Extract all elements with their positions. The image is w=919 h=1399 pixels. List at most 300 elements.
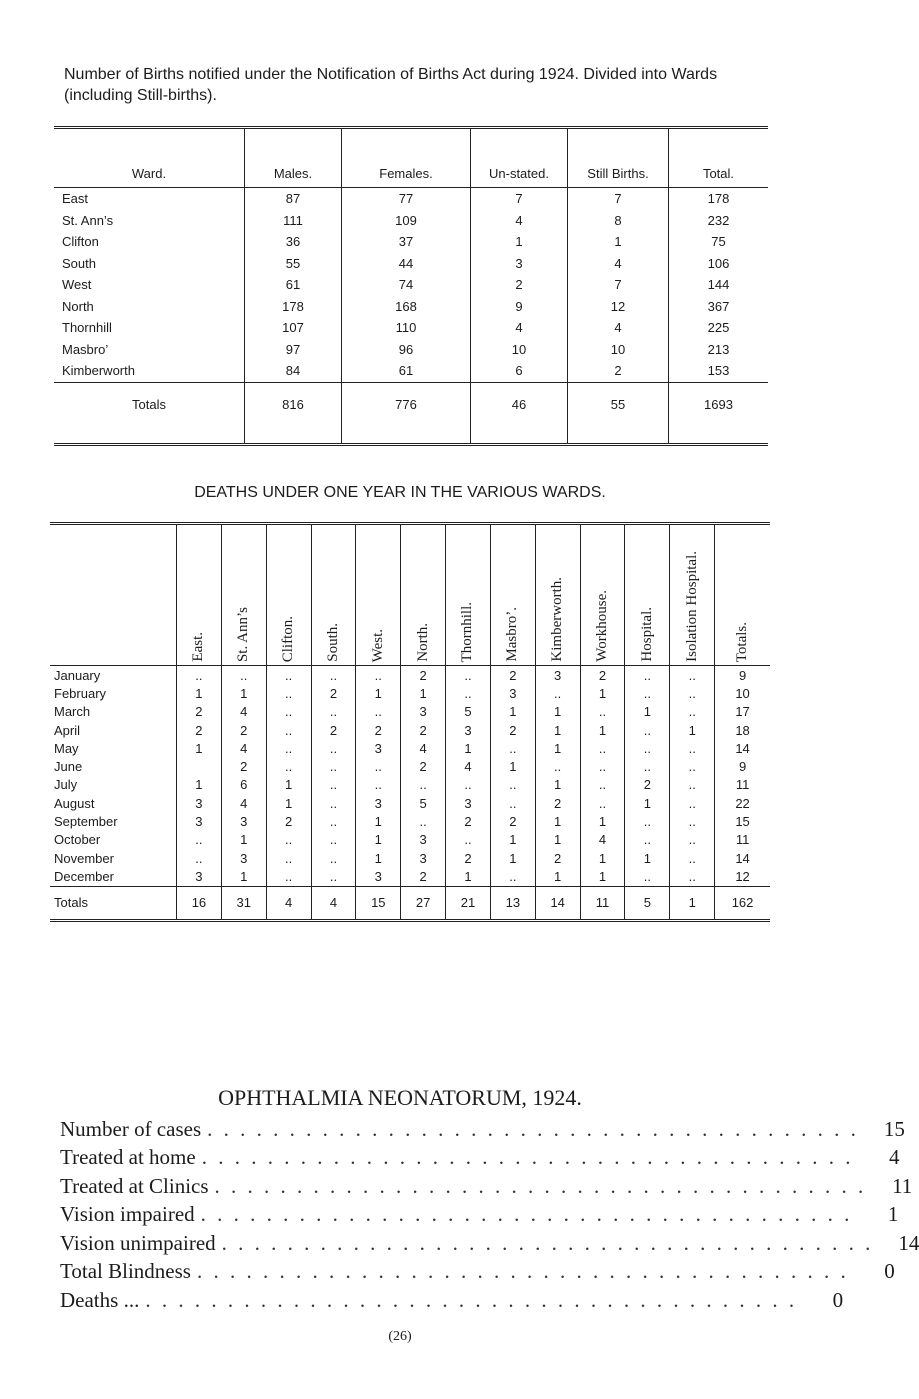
- deaths-month-label: November: [54, 850, 114, 866]
- deaths-cell: 3: [177, 812, 222, 830]
- births-row: [54, 231, 768, 253]
- births-cell: 111: [245, 210, 342, 232]
- deaths-cell: ..: [670, 776, 715, 794]
- births-header-row: [54, 128, 768, 188]
- deaths-cell: ..: [266, 831, 311, 849]
- births-header-unstated: Un-stated.: [471, 128, 568, 188]
- deaths-cell: 1: [356, 849, 401, 867]
- deaths-cell: 2: [311, 684, 356, 702]
- deaths-month-label: June: [54, 759, 83, 775]
- deaths-cell: 2: [266, 812, 311, 830]
- deaths-cell: ..: [177, 831, 222, 849]
- deaths-cell: ..: [311, 831, 356, 849]
- deaths-cell: 1: [580, 812, 625, 830]
- deaths-title: DEATHS UNDER ONE YEAR IN THE VARIOUS WARDS.: [194, 484, 606, 501]
- deaths-cell: 1: [535, 867, 580, 886]
- births-total-cell: 1693: [669, 382, 769, 444]
- deaths-cell: ..: [311, 757, 356, 775]
- births-cell: 7: [568, 274, 669, 296]
- deaths-cell: ..: [625, 684, 670, 702]
- deaths-header-col: [670, 524, 715, 666]
- deaths-cell: 3: [401, 703, 446, 721]
- deaths-header-label: St. Ann’s: [235, 606, 252, 662]
- deaths-cell: 2: [221, 757, 266, 775]
- deaths-cell: ..: [670, 794, 715, 812]
- ophthalmia-value: 14: [898, 1230, 919, 1255]
- deaths-cell: 17: [715, 703, 770, 721]
- births-total-cell: 46: [471, 382, 568, 444]
- leader-dots: . . . . . . . . . . . . . . . . . . . . . . . . . . . . . . . . . . . . . . . .: [196, 1259, 849, 1284]
- deaths-cell: 4: [221, 703, 266, 721]
- deaths-cell: ..: [670, 849, 715, 867]
- deaths-row: [50, 757, 770, 775]
- deaths-row: [50, 794, 770, 812]
- deaths-header-label: Totals.: [734, 621, 751, 662]
- deaths-cell: ..: [580, 776, 625, 794]
- births-totals-row: [54, 382, 768, 444]
- births-cell: 97: [245, 339, 342, 361]
- births-cell: 4: [471, 210, 568, 232]
- deaths-cell: 3: [221, 812, 266, 830]
- deaths-totals-row: [50, 886, 770, 920]
- births-header-males: Males.: [245, 128, 342, 188]
- deaths-body: [50, 666, 770, 921]
- deaths-total-cell: 15: [356, 886, 401, 920]
- deaths-cell: ..: [266, 849, 311, 867]
- deaths-cell: 1: [580, 721, 625, 739]
- deaths-cell: 18: [715, 721, 770, 739]
- deaths-cell: ..: [625, 666, 670, 685]
- ophthalmia-label: Vision impaired: [60, 1202, 195, 1227]
- page-number: (26): [388, 1329, 412, 1344]
- deaths-cell: ..: [221, 666, 266, 685]
- births-cell: 3: [471, 253, 568, 275]
- deaths-header-col: [401, 524, 446, 666]
- deaths-cell: ..: [625, 812, 670, 830]
- deaths-header-label: South.: [324, 623, 341, 662]
- deaths-header-row: [50, 524, 770, 666]
- births-cell: 109: [342, 210, 471, 232]
- deaths-cell: 1: [535, 739, 580, 757]
- deaths-cell: 1: [625, 794, 670, 812]
- deaths-row: [50, 776, 770, 794]
- births-total-cell: 776: [342, 382, 471, 444]
- deaths-cell: ..: [401, 776, 446, 794]
- deaths-cell: 4: [580, 831, 625, 849]
- deaths-total-cell: 13: [490, 886, 535, 920]
- deaths-cell: ..: [446, 831, 491, 849]
- births-cell: 7: [471, 188, 568, 210]
- leader-dots: . . . . . . . . . . . . . . . . . . . . . . . . . . . . . . . . . . . . . . . .: [201, 1145, 854, 1170]
- deaths-cell: 1: [535, 776, 580, 794]
- births-cell: 107: [245, 317, 342, 339]
- deaths-cell: ..: [311, 812, 356, 830]
- deaths-cell: 3: [356, 794, 401, 812]
- deaths-cell: ..: [401, 812, 446, 830]
- births-row: [54, 210, 768, 232]
- ophthalmia-value: 1: [887, 1202, 899, 1227]
- births-cell: 9: [471, 296, 568, 318]
- deaths-cell: 1: [446, 739, 491, 757]
- births-body: [54, 188, 768, 445]
- deaths-cell: 1: [177, 739, 222, 757]
- deaths-total-cell: 27: [401, 886, 446, 920]
- ophthalmia-row: [60, 1286, 844, 1315]
- deaths-cell: 1: [535, 703, 580, 721]
- deaths-cell: ..: [177, 666, 222, 685]
- deaths-cell: ..: [490, 794, 535, 812]
- ophthalmia-list: [60, 1115, 919, 1315]
- deaths-cell: ..: [490, 776, 535, 794]
- ophthalmia-value: 4: [888, 1145, 900, 1170]
- births-cell: 87: [245, 188, 342, 210]
- births-cell: 1: [568, 231, 669, 253]
- births-cell: 110: [342, 317, 471, 339]
- births-row: [54, 360, 768, 382]
- deaths-cell: ..: [670, 867, 715, 886]
- deaths-cell: 5: [401, 794, 446, 812]
- deaths-cell: 2: [446, 849, 491, 867]
- deaths-total-cell: 11: [580, 886, 625, 920]
- deaths-row: [50, 867, 770, 886]
- deaths-cell: 14: [715, 739, 770, 757]
- deaths-cell: 2: [401, 666, 446, 685]
- deaths-header-col: [446, 524, 491, 666]
- deaths-cell: 2: [177, 721, 222, 739]
- deaths-month-label: January: [54, 667, 101, 683]
- births-cell: 44: [342, 253, 471, 275]
- deaths-cell: ..: [177, 849, 222, 867]
- deaths-cell: ..: [266, 703, 311, 721]
- ophthalmia-row: [60, 1229, 919, 1258]
- births-cell: 10: [568, 339, 669, 361]
- deaths-cell: 3: [356, 739, 401, 757]
- deaths-cell: 3: [446, 794, 491, 812]
- leader-dots: . . . . . . . . . . . . . . . . . . . . . . . . . . . . . . . . . . . . . . . .: [200, 1202, 853, 1227]
- births-header-total: Total.: [669, 128, 769, 188]
- deaths-cell: ..: [311, 666, 356, 685]
- deaths-totals-label: Totals: [50, 886, 177, 920]
- deaths-header-label: Thornhill.: [459, 601, 476, 662]
- deaths-cell: 1: [221, 684, 266, 702]
- births-header-still-births: Still Births.: [568, 128, 669, 188]
- deaths-header-col: [221, 524, 266, 666]
- deaths-header-col: [715, 524, 770, 666]
- deaths-cell: 4: [221, 739, 266, 757]
- deaths-cell: 3: [221, 849, 266, 867]
- deaths-row: [50, 721, 770, 739]
- births-row: [54, 317, 768, 339]
- deaths-row: [50, 831, 770, 849]
- deaths-cell: 1: [266, 776, 311, 794]
- deaths-cell: ..: [446, 666, 491, 685]
- deaths-cell: ..: [670, 703, 715, 721]
- deaths-cell: 1: [266, 794, 311, 812]
- deaths-cell: 1: [580, 849, 625, 867]
- deaths-cell: 4: [401, 739, 446, 757]
- deaths-cell: 1: [356, 831, 401, 849]
- births-table: [54, 126, 768, 446]
- births-header-females: Females.: [342, 128, 471, 188]
- births-ward-name: Thornhill: [62, 320, 112, 336]
- deaths-cell: ..: [446, 684, 491, 702]
- deaths-cell: 1: [446, 867, 491, 886]
- deaths-cell: ..: [670, 757, 715, 775]
- deaths-month-label: May: [54, 740, 79, 756]
- deaths-cell: 6: [221, 776, 266, 794]
- deaths-cell: 2: [446, 812, 491, 830]
- births-cell: 61: [245, 274, 342, 296]
- deaths-cell: ..: [311, 849, 356, 867]
- deaths-cell: 1: [580, 867, 625, 886]
- deaths-total-cell: 162: [715, 886, 770, 920]
- deaths-row: [50, 812, 770, 830]
- births-total-cell: 816: [245, 382, 342, 444]
- ophthalmia-label: Treated at Clinics: [60, 1173, 209, 1198]
- deaths-cell: ..: [490, 867, 535, 886]
- deaths-cell: ..: [266, 757, 311, 775]
- deaths-cell: 2: [490, 812, 535, 830]
- deaths-cell: 1: [490, 849, 535, 867]
- deaths-cell: 3: [446, 721, 491, 739]
- deaths-header-month: [50, 524, 177, 666]
- births-ward-name: South: [62, 255, 96, 271]
- deaths-cell: 2: [535, 849, 580, 867]
- deaths-cell: ..: [311, 794, 356, 812]
- births-totals-label: Totals: [54, 382, 245, 444]
- births-cell: 153: [669, 360, 769, 382]
- leader-dots: . . . . . . . . . . . . . . . . . . . . . . . . . . . . . . . . . . . . . . . .: [207, 1116, 859, 1141]
- births-cell: 10: [471, 339, 568, 361]
- births-ward-name: St. Ann’s: [62, 212, 114, 228]
- ophthalmia-label: Deaths ...: [60, 1287, 140, 1312]
- ophthalmia-row: [60, 1115, 905, 1144]
- deaths-cell: 1: [580, 684, 625, 702]
- deaths-cell: ..: [625, 831, 670, 849]
- births-total-cell: 55: [568, 382, 669, 444]
- deaths-cell: 1: [490, 831, 535, 849]
- deaths-header-col: [356, 524, 401, 666]
- births-row: [54, 253, 768, 275]
- deaths-cell: ..: [670, 666, 715, 685]
- deaths-cell: 2: [580, 666, 625, 685]
- deaths-cell: 2: [401, 757, 446, 775]
- deaths-cell: ..: [625, 721, 670, 739]
- births-cell: 144: [669, 274, 769, 296]
- deaths-cell: ..: [625, 739, 670, 757]
- deaths-header-label: North.: [414, 623, 431, 662]
- deaths-cell: 1: [356, 812, 401, 830]
- deaths-cell: 1: [221, 867, 266, 886]
- deaths-cell: 2: [311, 721, 356, 739]
- deaths-cell: ..: [670, 831, 715, 849]
- deaths-cell: 9: [715, 757, 770, 775]
- deaths-cell: 1: [356, 684, 401, 702]
- deaths-cell: 2: [177, 703, 222, 721]
- births-cell: 36: [245, 231, 342, 253]
- deaths-header-col: [625, 524, 670, 666]
- births-cell: 367: [669, 296, 769, 318]
- deaths-total-cell: 31: [221, 886, 266, 920]
- deaths-cell: 11: [715, 776, 770, 794]
- deaths-cell: ..: [266, 867, 311, 886]
- deaths-header-label: Kimberworth.: [549, 577, 566, 662]
- births-cell: 2: [568, 360, 669, 382]
- deaths-month-label: August: [54, 795, 95, 811]
- deaths-header-col: [311, 524, 356, 666]
- deaths-month-label: July: [54, 777, 78, 793]
- births-ward-name: Kimberworth: [62, 363, 135, 379]
- births-cell: 4: [568, 317, 669, 339]
- deaths-cell: 12: [715, 867, 770, 886]
- deaths-header-label: Isolation Hospital.: [683, 551, 700, 662]
- deaths-cell: 1: [177, 776, 222, 794]
- deaths-month-label: December: [54, 868, 114, 884]
- deaths-cell: 1: [670, 721, 715, 739]
- leader-dots: . . . . . . . . . . . . . . . . . . . . . . . . . . . . . . . . . . . . . . . .: [145, 1287, 798, 1312]
- deaths-cell: 3: [401, 849, 446, 867]
- deaths-cell: ..: [446, 776, 491, 794]
- deaths-cell: 1: [535, 812, 580, 830]
- deaths-cell: ..: [266, 721, 311, 739]
- births-title: Number of Births notified under the Notification of Births Act during 1924. Divided into Wards (including Still-births).: [64, 66, 718, 104]
- births-cell: 6: [471, 360, 568, 382]
- deaths-cell: ..: [580, 757, 625, 775]
- deaths-cell: 1: [401, 684, 446, 702]
- deaths-cell: ..: [670, 812, 715, 830]
- deaths-cell: ..: [311, 867, 356, 886]
- leader-dots: . . . . . . . . . . . . . . . . . . . . . . . . . . . . . . . . . . . . . . . .: [221, 1230, 874, 1255]
- births-cell: 61: [342, 360, 471, 382]
- ophthalmia-row: [60, 1258, 895, 1287]
- births-cell: 12: [568, 296, 669, 318]
- deaths-cell: 3: [177, 794, 222, 812]
- deaths-cell: 22: [715, 794, 770, 812]
- deaths-cell: 15: [715, 812, 770, 830]
- deaths-cell: ..: [625, 757, 670, 775]
- births-cell: 75: [669, 231, 769, 253]
- deaths-cell: 2: [221, 721, 266, 739]
- deaths-cell: 3: [490, 684, 535, 702]
- births-cell: 213: [669, 339, 769, 361]
- births-cell: 74: [342, 274, 471, 296]
- deaths-cell: 1: [625, 703, 670, 721]
- births-cell: 2: [471, 274, 568, 296]
- deaths-cell: 1: [490, 703, 535, 721]
- deaths-cell: 9: [715, 666, 770, 685]
- births-cell: 225: [669, 317, 769, 339]
- deaths-month-label: April: [54, 722, 81, 738]
- births-cell: 168: [342, 296, 471, 318]
- deaths-header-label: Masbro’.: [504, 607, 521, 662]
- births-cell: 37: [342, 231, 471, 253]
- ophthalmia-value: 11: [892, 1173, 913, 1198]
- births-cell: 7: [568, 188, 669, 210]
- deaths-header-col: [177, 524, 222, 666]
- deaths-cell: 2: [401, 867, 446, 886]
- deaths-cell: 1: [625, 849, 670, 867]
- deaths-cell: ..: [625, 867, 670, 886]
- leader-dots: . . . . . . . . . . . . . . . . . . . . . . . . . . . . . . . . . . . . . . . .: [214, 1173, 867, 1198]
- births-cell: 77: [342, 188, 471, 210]
- ophthalmia-label: Treated at home: [60, 1145, 196, 1170]
- ophthalmia-label: Total Blindness: [60, 1259, 191, 1284]
- deaths-header-label: East.: [190, 632, 207, 662]
- births-ward-name: West: [62, 277, 92, 293]
- deaths-header-label: Workhouse.: [594, 590, 611, 662]
- deaths-total-cell: 4: [266, 886, 311, 920]
- deaths-header-col: [490, 524, 535, 666]
- deaths-header-label: Hospital.: [638, 607, 655, 662]
- births-ward-name: North: [62, 298, 94, 314]
- births-cell: 178: [245, 296, 342, 318]
- deaths-row: [50, 666, 770, 685]
- deaths-cell: ..: [580, 703, 625, 721]
- deaths-header-col: [535, 524, 580, 666]
- deaths-cell: ..: [535, 757, 580, 775]
- deaths-row: [50, 739, 770, 757]
- births-cell: 55: [245, 253, 342, 275]
- births-cell: 4: [568, 253, 669, 275]
- deaths-cell: ..: [490, 739, 535, 757]
- deaths-row: [50, 703, 770, 721]
- births-cell: 96: [342, 339, 471, 361]
- deaths-cell: 2: [535, 794, 580, 812]
- deaths-cell: 1: [221, 831, 266, 849]
- deaths-row: [50, 849, 770, 867]
- deaths-cell: ..: [356, 666, 401, 685]
- deaths-cell: 4: [221, 794, 266, 812]
- deaths-cell: 3: [401, 831, 446, 849]
- deaths-header-col: [266, 524, 311, 666]
- ophthalmia-row: [60, 1144, 900, 1173]
- births-cell: 106: [669, 253, 769, 275]
- ophthalmia-label: Vision unimpaired: [60, 1230, 216, 1255]
- ophthalmia-label: Number of cases: [60, 1116, 202, 1141]
- deaths-cell: ..: [266, 739, 311, 757]
- deaths-cell: 3: [356, 867, 401, 886]
- ophthalmia-value: 0: [832, 1287, 844, 1312]
- deaths-cell: 2: [625, 776, 670, 794]
- deaths-cell: 10: [715, 684, 770, 702]
- births-ward-name: Masbro’: [62, 341, 109, 357]
- ophthalmia-title: OPHTHALMIA NEONATORUM, 1924.: [218, 1085, 582, 1110]
- deaths-total-cell: 4: [311, 886, 356, 920]
- deaths-total-cell: 5: [625, 886, 670, 920]
- deaths-cell: 1: [177, 684, 222, 702]
- deaths-cell: ..: [670, 739, 715, 757]
- deaths-cell: ..: [580, 794, 625, 812]
- deaths-total-cell: 21: [446, 886, 491, 920]
- births-row: [54, 188, 768, 210]
- births-cell: 84: [245, 360, 342, 382]
- deaths-cell: [177, 757, 222, 775]
- births-cell: 1: [471, 231, 568, 253]
- births-row: [54, 296, 768, 318]
- deaths-table: [50, 522, 770, 922]
- births-ward-name: Clifton: [62, 234, 99, 250]
- births-cell: 4: [471, 317, 568, 339]
- deaths-cell: 14: [715, 849, 770, 867]
- deaths-header-col: [580, 524, 625, 666]
- deaths-cell: ..: [266, 666, 311, 685]
- deaths-month-label: March: [54, 704, 91, 720]
- births-cell: 178: [669, 188, 769, 210]
- deaths-cell: ..: [356, 757, 401, 775]
- deaths-cell: ..: [311, 776, 356, 794]
- deaths-cell: 2: [490, 721, 535, 739]
- deaths-total-cell: 14: [535, 886, 580, 920]
